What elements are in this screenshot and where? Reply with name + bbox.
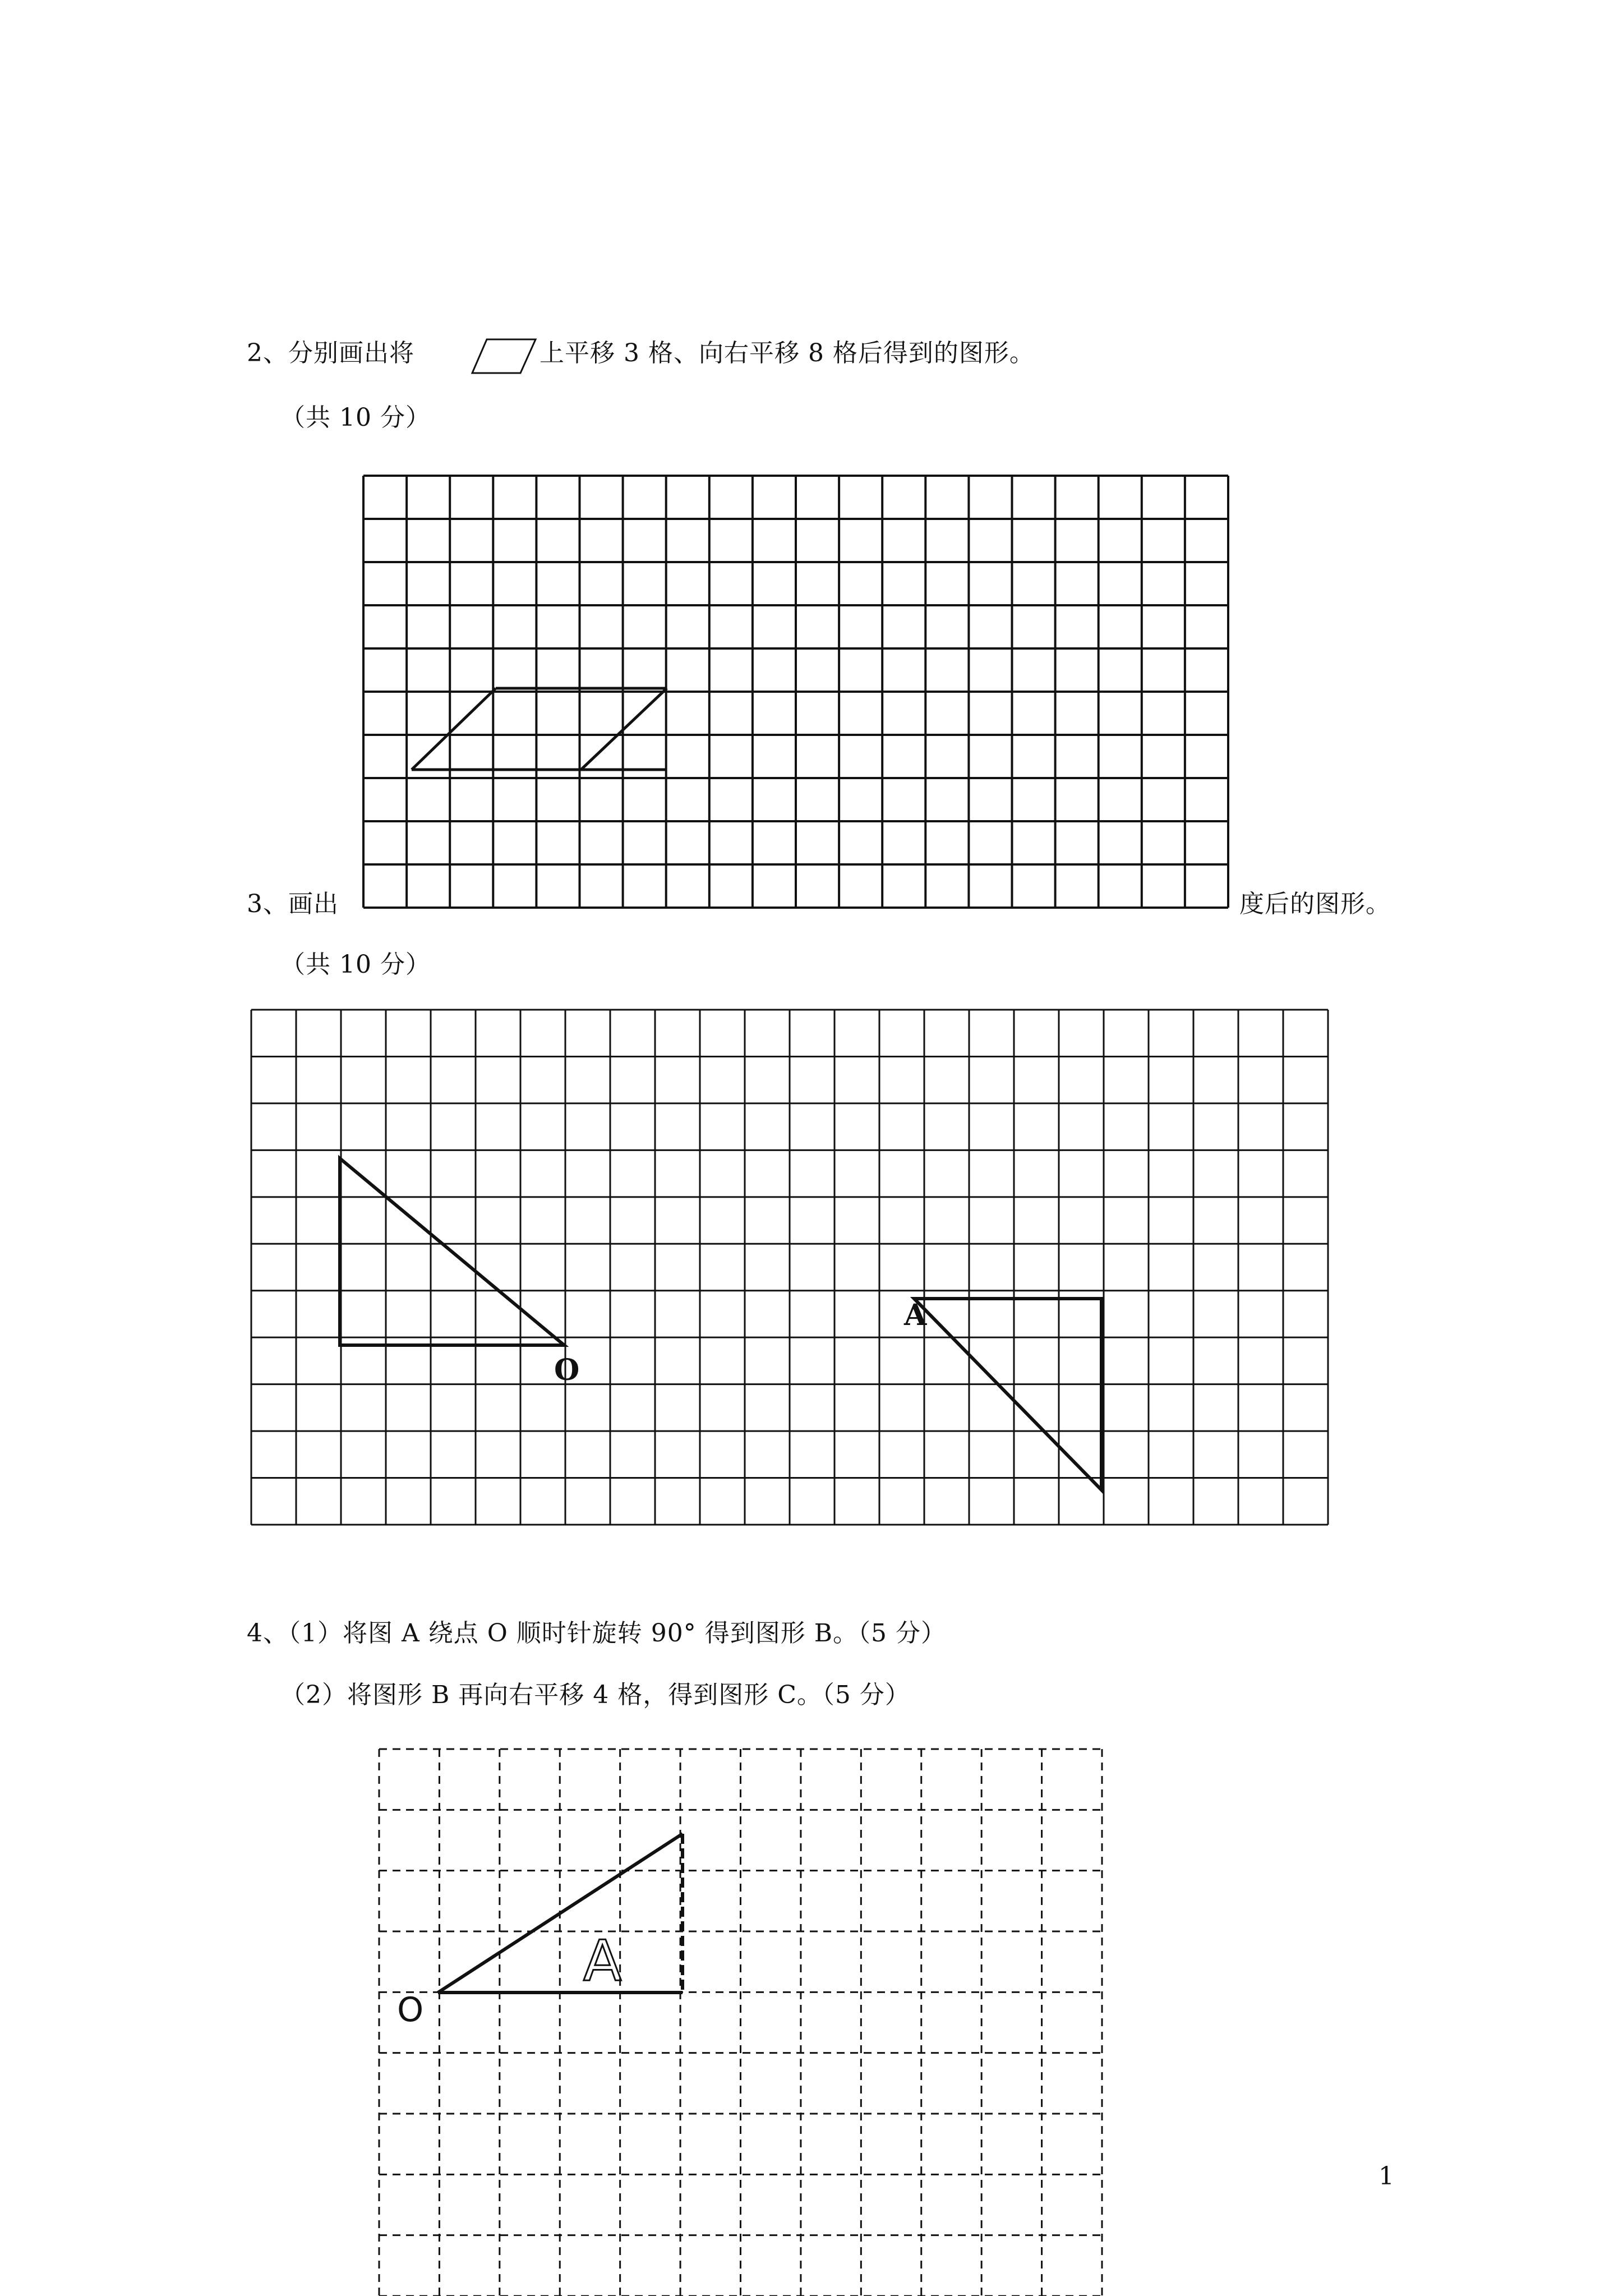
point-o-label: O bbox=[554, 1353, 580, 1387]
triangle-a-label: A bbox=[583, 1928, 622, 1994]
point-a-label: A bbox=[904, 1298, 927, 1332]
q3-line1-prefix: 3、画出 bbox=[247, 890, 339, 918]
page-number: 1 bbox=[1378, 2162, 1395, 2191]
q4-line1: 4、（1）将图 A 绕点 O 顺时针旋转 90° 得到图形 B。（5 分） bbox=[247, 1619, 947, 1648]
q2-line1-prefix: 2、分别画出将 bbox=[247, 339, 414, 367]
point-o-label: O bbox=[397, 1990, 424, 2030]
q2-line1-suffix: 上平移 3 格、向右平移 8 格后得到的图形。 bbox=[540, 339, 1035, 367]
q4-line2: （2）将图形 B 再向右平移 4 格，得到图形 C。（5 分） bbox=[280, 1681, 910, 1709]
q3-points: （共 10 分） bbox=[280, 950, 431, 979]
q2-points: （共 10 分） bbox=[280, 403, 431, 432]
q3-line1-suffix: 度后的图形。 bbox=[1239, 890, 1391, 918]
